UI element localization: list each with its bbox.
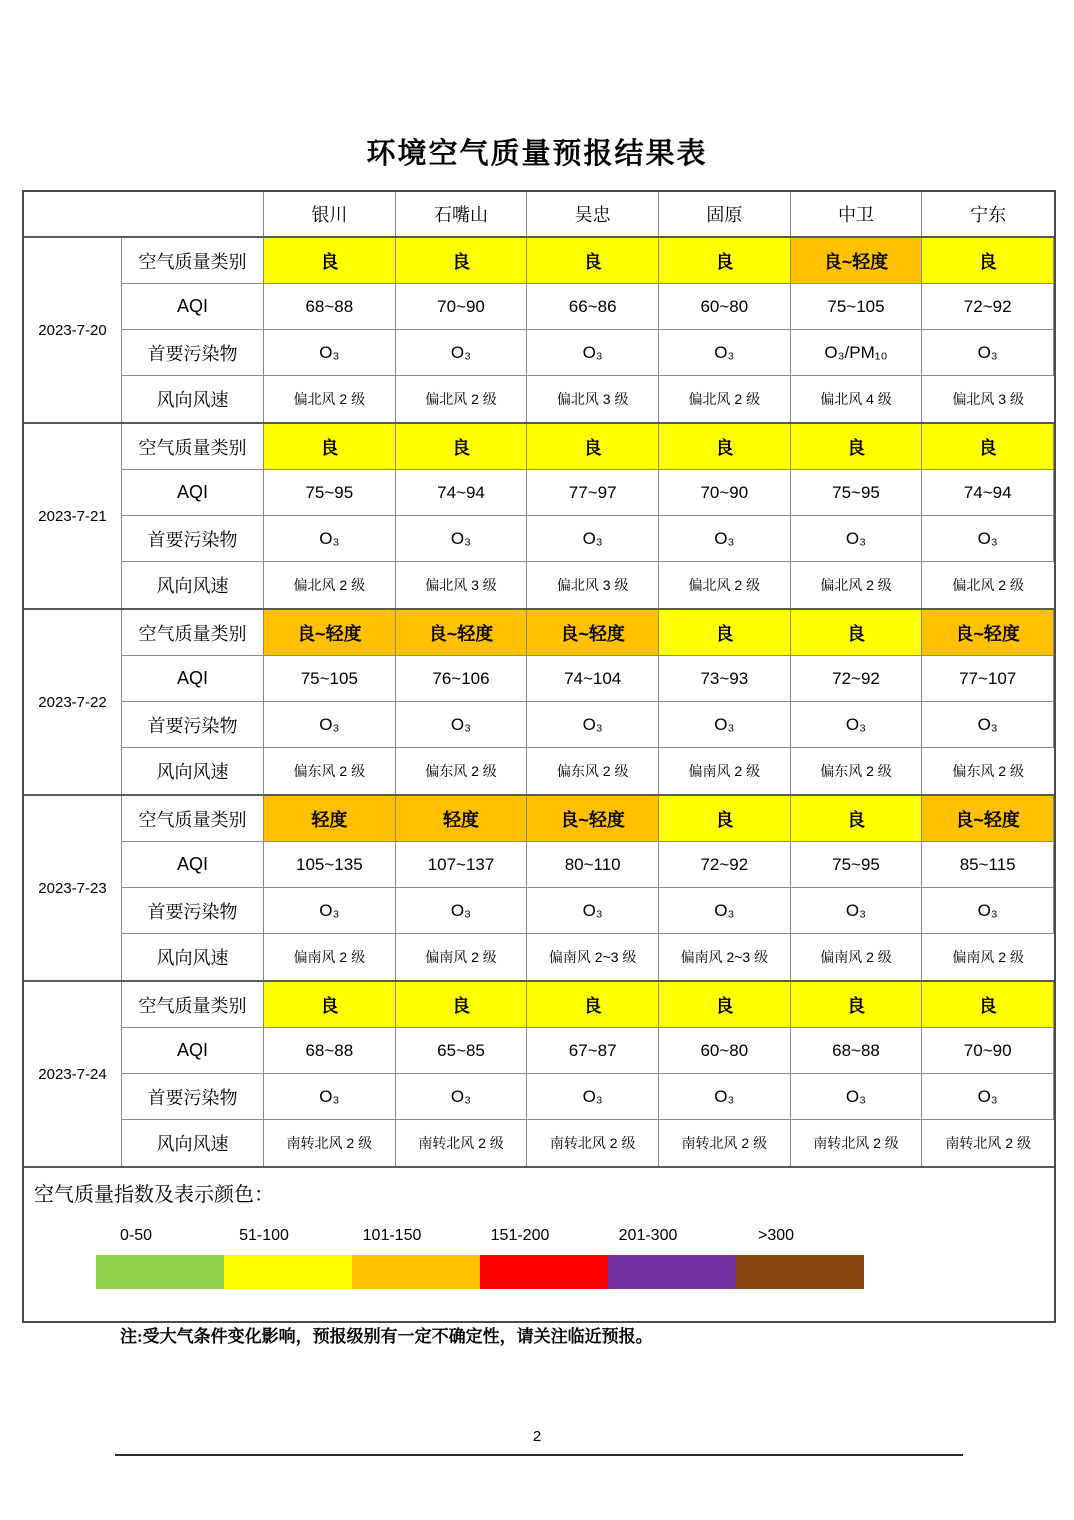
pollutant-cell: O₃ [527,1074,659,1120]
wind-cell: 南转北风 2 级 [945,1135,1031,1151]
aqi-cell: 75~105 [264,656,396,702]
city-header: 宁东 [970,205,1007,225]
category-cell: 良 [659,796,791,842]
aqi-cell: 77~107 [922,656,1054,702]
pollutant-cell: O₃ [264,702,396,748]
header-corner-cell [24,192,264,236]
aqi-cell: 76~106 [396,656,528,702]
category-cell: 良 [264,238,396,284]
aqi-cell: 72~92 [659,842,791,888]
category-cell: 良 [922,238,1054,284]
pollutant-cell: O₃ [396,330,528,376]
pollutant-cell: O₃ [791,702,923,748]
aqi-cell: 70~90 [396,284,528,330]
category-cell: 良~轻度 [527,796,659,842]
category-cell: 良 [659,238,791,284]
wind-cell: 偏北风 2 级 [659,562,791,608]
aqi-cell: 73~93 [659,656,791,702]
wind-cell: 偏北风 3 级 [952,391,1024,407]
legend-range-labels [72,1227,1054,1245]
category-cell: 良 [922,424,1054,470]
table-header-row [24,192,1054,238]
aqi-cell: 66~86 [527,284,659,330]
legend-color-swatch [608,1255,736,1289]
pollutant-cell: O₃ [527,888,659,934]
pollutant-cell: O₃ [659,1074,791,1120]
wind-cell: 偏北风 2 级 [791,562,923,608]
pollutant-cell: O₃ [659,516,791,562]
category-cell: 良 [396,424,528,470]
category-cell: 良 [527,982,659,1028]
category-cell: 良 [264,424,396,470]
pollutant-cell: O₃/PM₁₀ [791,330,923,376]
pollutant-cell: O₃ [396,516,528,562]
row-label: AQI [122,1028,264,1074]
wind-cell: 偏北风 2 级 [952,577,1024,593]
pollutant-cell: O₃ [659,330,791,376]
aqi-cell: 105~135 [264,842,396,888]
category-cell: 良 [527,424,659,470]
row-label: 首要污染物 [122,702,264,748]
aqi-cell: 72~92 [922,284,1054,330]
legend-range-label: 51-100 [239,1227,289,1244]
aqi-cell: 60~80 [659,284,791,330]
row-label: 首要污染物 [122,330,264,376]
aqi-cell: 67~87 [527,1028,659,1074]
wind-cell: 偏北风 3 级 [396,562,528,608]
date-cell: 2023-7-22 [24,610,122,794]
legend-range-label: 151-200 [490,1227,550,1244]
pollutant-cell: O₃ [396,702,528,748]
pollutant-cell: O₃ [659,888,791,934]
legend-range-label: 201-300 [618,1227,678,1244]
legend-range-label: 101-150 [362,1227,422,1244]
wind-cell: 偏北风 2 级 [264,562,396,608]
legend-color-swatch [352,1255,480,1289]
city-header: 中卫 [791,192,923,236]
wind-cell: 南转北风 2 级 [659,1120,791,1166]
wind-cell: 偏南风 2 级 [264,934,396,980]
aqi-cell: 74~94 [922,470,1054,516]
date-block [24,424,1054,610]
aqi-cell: 74~94 [396,470,528,516]
pollutant-cell: O₃ [922,702,1054,748]
legend-heading: 空气质量指数及表示颜色： [34,1184,274,1206]
aqi-cell: 80~110 [527,842,659,888]
pollutant-cell: O₃ [264,888,396,934]
wind-cell: 偏南风 2~3 级 [659,934,791,980]
category-cell: 良~轻度 [922,610,1054,656]
wind-cell: 偏东风 2 级 [527,748,659,794]
category-cell: 良 [659,982,791,1028]
wind-cell: 偏南风 2 级 [952,949,1024,965]
legend-color-swatch [224,1255,352,1289]
legend-color-swatch [480,1255,608,1289]
row-label: 风向风速 [122,748,264,794]
date-cell: 2023-7-24 [24,982,122,1166]
wind-cell: 偏北风 2 级 [396,376,528,422]
wind-cell: 偏北风 2 级 [659,376,791,422]
category-cell: 良 [396,982,528,1028]
legend-range-label: >300 [757,1227,795,1244]
wind-cell: 偏南风 2 级 [791,934,923,980]
aqi-cell: 70~90 [659,470,791,516]
aqi-cell: 107~137 [396,842,528,888]
category-cell: 良 [264,982,396,1028]
wind-cell: 偏东风 2 级 [396,748,528,794]
wind-cell: 南转北风 2 级 [791,1120,923,1166]
legend-color-swatch [736,1255,864,1289]
row-label: 空气质量类别 [122,610,264,656]
legend-color-swatch [96,1255,224,1289]
pollutant-cell: O₃ [659,702,791,748]
footer-rule [115,1454,963,1456]
category-cell: 良 [659,424,791,470]
legend-color-bar [96,1255,1054,1289]
row-label: 空气质量类别 [122,238,264,284]
city-header: 石嘴山 [396,192,528,236]
pollutant-cell: O₃ [922,330,1054,376]
wind-cell: 偏北风 3 级 [527,376,659,422]
date-block [24,982,1054,1168]
row-label: 空气质量类别 [122,424,264,470]
category-cell: 良 [791,982,923,1028]
pollutant-cell: O₃ [791,1074,923,1120]
row-label: AQI [122,470,264,516]
wind-cell: 偏北风 4 级 [791,376,923,422]
category-cell: 良 [791,424,923,470]
aqi-cell: 68~88 [791,1028,923,1074]
category-cell: 轻度 [396,796,528,842]
aqi-cell: 75~95 [791,470,923,516]
date-block [24,610,1054,796]
pollutant-cell: O₃ [922,516,1054,562]
wind-cell: 南转北风 2 级 [527,1120,659,1166]
wind-cell: 南转北风 2 级 [396,1120,528,1166]
aqi-cell: 75~95 [791,842,923,888]
row-label: AQI [122,842,264,888]
aqi-cell: 72~92 [791,656,923,702]
category-cell: 良 [791,610,923,656]
date-block [24,238,1054,424]
pollutant-cell: O₃ [264,1074,396,1120]
category-cell: 良~轻度 [922,796,1054,842]
wind-cell: 偏东风 2 级 [264,748,396,794]
pollutant-cell: O₃ [264,330,396,376]
pollutant-cell: O₃ [922,1074,1054,1120]
category-cell: 轻度 [264,796,396,842]
pollutant-cell: O₃ [791,516,923,562]
page-title: 环境空气质量预报结果表 [366,138,708,170]
city-header: 银川 [264,192,396,236]
wind-cell: 偏东风 2 级 [791,748,923,794]
wind-cell: 偏南风 2 级 [659,748,791,794]
aqi-legend [24,1168,1054,1321]
pollutant-cell: O₃ [396,888,528,934]
aqi-cell: 77~97 [527,470,659,516]
aqi-cell: 85~115 [922,842,1054,888]
row-label: 风向风速 [122,562,264,608]
aqi-cell: 75~95 [264,470,396,516]
row-label: 首要污染物 [122,888,264,934]
category-cell: 良 [527,238,659,284]
pollutant-cell: O₃ [264,516,396,562]
forecast-table [22,190,1056,1323]
aqi-cell: 70~90 [922,1028,1054,1074]
row-label: 首要污染物 [122,516,264,562]
aqi-cell: 65~85 [396,1028,528,1074]
row-label: 空气质量类别 [122,796,264,842]
aqi-cell: 74~104 [527,656,659,702]
wind-cell: 偏北风 2 级 [264,376,396,422]
row-label: 风向风速 [122,376,264,422]
row-label: 首要污染物 [122,1074,264,1120]
category-cell: 良 [791,796,923,842]
wind-cell: 偏北风 3 级 [527,562,659,608]
pollutant-cell: O₃ [922,888,1054,934]
legend-range-label: 0-50 [119,1227,153,1244]
pollutant-cell: O₃ [791,888,923,934]
row-label: AQI [122,656,264,702]
city-header: 固原 [659,192,791,236]
category-cell: 良~轻度 [396,610,528,656]
aqi-cell: 68~88 [264,284,396,330]
city-header: 吴忠 [527,192,659,236]
row-label: 风向风速 [122,934,264,980]
category-cell: 良 [396,238,528,284]
wind-cell: 南转北风 2 级 [264,1120,396,1166]
category-cell: 良~轻度 [791,238,923,284]
date-cell: 2023-7-21 [24,424,122,608]
wind-cell: 偏南风 2~3 级 [527,934,659,980]
row-label: AQI [122,284,264,330]
footnote: 注:受大气条件变化影响，预报级别有一定不确定性，请关注临近预报。 [120,1327,653,1346]
category-cell: 良~轻度 [527,610,659,656]
row-label: 空气质量类别 [122,982,264,1028]
date-cell: 2023-7-20 [24,238,122,422]
pollutant-cell: O₃ [527,516,659,562]
row-label: 风向风速 [122,1120,264,1166]
category-cell: 良 [659,610,791,656]
aqi-cell: 75~105 [791,284,923,330]
date-cell: 2023-7-23 [24,796,122,980]
aqi-cell: 60~80 [659,1028,791,1074]
pollutant-cell: O₃ [527,330,659,376]
date-block [24,796,1054,982]
wind-cell: 偏东风 2 级 [952,763,1024,779]
aqi-cell: 68~88 [264,1028,396,1074]
pollutant-cell: O₃ [527,702,659,748]
page-number: 2 [532,1428,542,1445]
category-cell: 良~轻度 [264,610,396,656]
category-cell: 良 [922,982,1054,1028]
wind-cell: 偏南风 2 级 [396,934,528,980]
pollutant-cell: O₃ [396,1074,528,1120]
